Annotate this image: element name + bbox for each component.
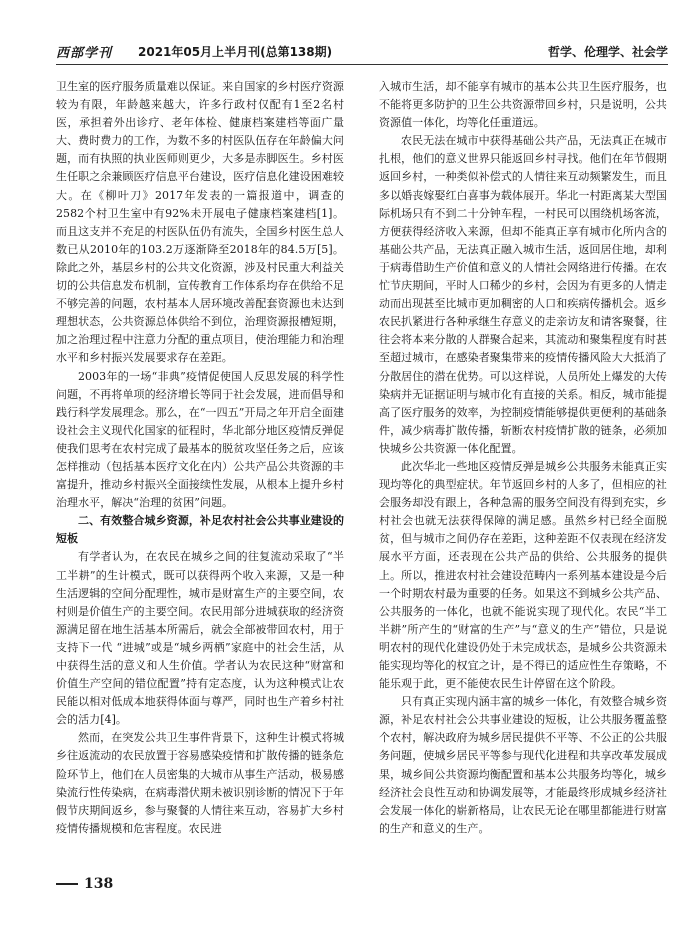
page-number-text: 138 [84,876,114,892]
right-column [379,78,667,868]
section-heading: 二、有效整合城乡资源，补足农村社会公共事业建设的短板 [56,514,344,546]
paragraph: 卫生室的医疗服务质量难以保证。来自国家的乡村医疗资源较为有限，年龄越来越大，许多行政村仅配有1至2名村医，承担着外出诊疗、老年体检、健康档案建档等面广量大、费时费力的工作，为数不多的村医队伍存在年龄偏大问题，而有执照的执业医师则更少，大多是赤脚医生。乡村医生任职之余兼顾医疗信息平台建设，医疗信息化建设困难较大。在《柳叶刀》2017年发表的一篇报道中，调查的2582个村卫生室中有92%未开展电子健康档案建档[1]。而且这支并不充足的村医队伍仍有流失，全国乡村医生总人数已从2010年的103.2万逐渐降至2018年的84.5万[5]。除此之外，基层乡村的公共文化资源，涉及村民重大利益关切的公共信息发布机制，宣传教育工作体系均存在供给不足不够完善的问题，农村基本人居环境改善配套资源也未达到理想状态，公共资源总体供给不到位，治理资源报槽短期，加之治理过程中注意力分配的重点项目，使治理能力和治理水平和乡村振兴发展要求存在差距。 [56,80,344,365]
paragraph: 有学者认为，在农民在城乡之间的往复流动采取了“半工半耕”的生计模式，既可以获得两个收入来源，又是一种生活逻辑的空间分配理性，城市是财富生产的主要空间，农村则是价值生产的主要空间。农民用部分进城获取的经济资源满足留在地生活基本所需后，就会全部被带回农村，用于支持下一代 “进城”或是“城乡两栖”家庭中的社会生活，从中获得生活的意义和人生价值。学者认为农民这种“财富和价值生产空间的错位配置”持有定态度，认为这种模式让农民能以相对低成本地获得体面与尊严，同时也生产着乡村社会的活力[4]。 [56,550,344,727]
journal-section: 哲学、伦理学、社会学 [547,45,668,59]
page-number-dash [56,883,78,885]
journal-logo: 西部学刊 [56,46,113,61]
paragraph: 只有真正实现内涵丰富的城乡一体化，有效整合城乡资源，补足农村社会公共事业建设的短板，让公共服务覆盖整个农村，解决政府为城乡居民提供不平等、不公正的公共服务问题，使城乡居民平等参与现代化进程和共享改革发展成果，城乡间公共资源均衡配置和基本公共服务均等化，城乡经济社会良性互动和协调发展等，才能最终形成城乡经济社会发展一体化的崭新格局，让农民无论在哪里都能进行财富的生产和意义的生产。 [379,695,667,835]
page-number [56,876,113,892]
paragraph: 2003年的一场“非典”疫情促使国人反思发展的科学性问题，不再将单项的经济增长等同于社会发展，进而倡导和践行科学发展理念。那么，在“一四五”开局之年开启全面建设社会主义现代化国家的征程时，华北部分地区疫情反弹促使我们思考在农村完成了最基本的脱贫攻坚任务之后，应该怎样推动（包括基本医疗文化在内）公共产品公共资源的丰富提升，推动乡村振兴全面接续性发展，从根本上提升乡村治理水平，解决“治理的贫困”问题。 [56,369,344,510]
paragraph: 然而，在突发公共卫生事件背景下，这种生计模式将城乡往返流动的农民放置于容易感染疫情和扩散传播的链条危险环节上，他们在人员密集的大城市从事生产活动，极易感染流行性传染病，在病毒潜伏期未被识别诊断的情况下于年假节庆期间返乡，参与聚餐的人情往来互动，容易扩大乡村疫情传播规模和危害程度。农民进 [56,731,344,835]
paragraph: 入城市生活，却不能享有城市的基本公共卫生医疗服务，也不能将更多防护的卫生公共资源带回乡村，只是说明，公共资源值一体化，均等化任重道远。 [379,80,667,130]
paragraph: 农民无法在城市中获得基础公共产品，无法真正在城市扎根，他们的意义世界只能返回乡村寻找。他们在年节假期返回乡村，一种类似补偿式的人情往来互动频繁发生，而且多以婚丧嫁娶红白喜事为载体展开。华北一村距离某大型国际机场只有不到二十分钟车程，一村民可以围绕机场客流，方便获得经济收入来源，但却不能真正享有城市化所内含的基础公共产品，无法真正融入城市生活，返回居住地，却利于病毒借助生产价值和意义的人情社会网络进行传播。在农忙节庆期间，平时人口稀少的乡村，会因为有更多的人情走动而出现甚至比城市更加稠密的人口和疾病传播机会。返乡农民扒紧进行各种承继生存意义的走亲访友和请客聚餐，往往会将本来分散的人群聚合起来，其流动和聚集程度有时甚至超过城市，在感染者聚集带来的疫情传播风险大大抵消了分散居住的潜在优势。可以这样说，人员所处上爆发的大传染病并无证据证明与城市化有直接的关系。相反，城市能提高了医疗服务的效率，为控制疫情能够提供更便利的基础条件，减少病毒扩散传播，斩断农村疫情扩散的链条，必须加快城乡公共资源一体化配置。 [379,134,667,455]
paragraph: 此次华北一些地区疫情反弹是城乡公共服务未能真正实现均等化的典型症状。年节返回乡村的人多了，但相应的社会服务却没有跟上，各种急需的服务空间没有得到充实，乡村社会也就无法获得保障的满足感。虽然乡村已经全面脱贫，但与城市之间仍存在差距，这种差距不仅表现在经济发展水平方面，还表现在公共产品的供给、公共服务的提供上。所以，推进农村社会建设范畴内一系列基本建设是今后一个时期农村最为重要的任务。如果这不到城乡公共产品、公共服务的一体化，也就不能说实现了现代化。农民“半工半耕”所产生的“财富的生产”与“意义的生产”错位，只是说明农村的现代化建设仍处于未完成状态，是城乡公共资源未能实现均等化的权宜之计，是不得已的适应性生存策略，不能乐观于此，更不能使农民生计停留在这个阶段。 [379,459,667,691]
page-header [56,40,668,65]
journal-issue: 2021年05月上半月刊(总第138期) [138,45,333,59]
left-column [56,78,344,868]
